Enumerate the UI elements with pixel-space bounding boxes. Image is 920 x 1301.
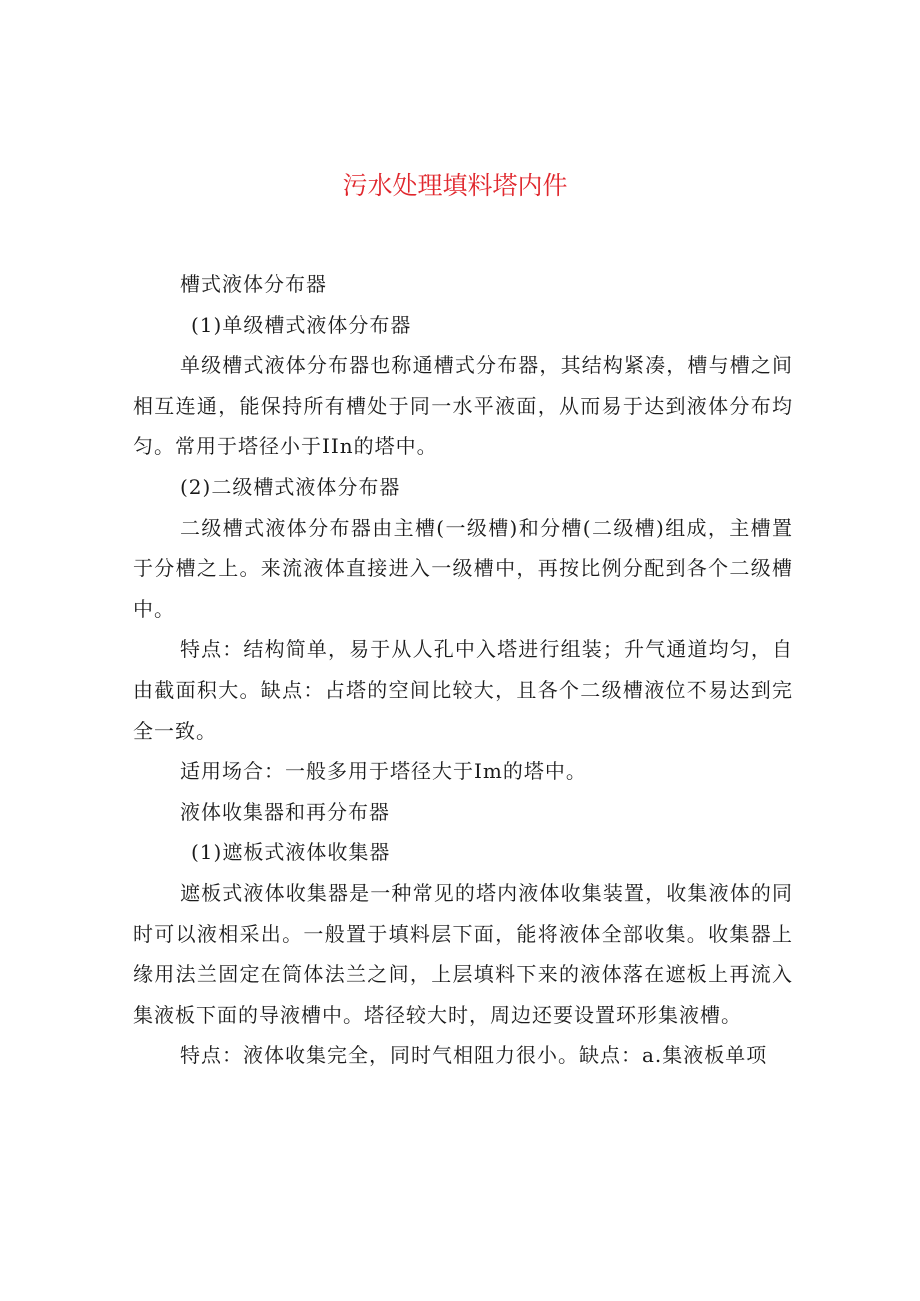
paragraph-subheading-single-stage: (1)单级槽式液体分布器 xyxy=(191,312,412,337)
paragraph-heading-collector: 液体收集器和再分布器 xyxy=(180,799,390,824)
paragraph-subheading-two-stage: (2)二级槽式液体分布器 xyxy=(180,474,401,499)
paragraph-single-stage-description: 单级槽式液体分布器也称通槽式分布器，其结构紧凑，槽与槽之间相互连通，能保持所有槽处于同一水平液面，从而易于达到液体分布均匀。常用于塔径小于IIn的塔中。 xyxy=(133,353,793,459)
paragraph-shield-collector-description: 遮板式液体收集器是一种常见的塔内液体收集装置，收集液体的同时可以液相采出。一般置于填料层下面，能将液体全部收集。收集器上缘用法兰固定在筒体法兰之间，上层填料下来的液体落在遮板上再流入集液板下面的导液槽中。塔径较大时，周边还要设置环形集液槽。 xyxy=(133,880,793,1027)
paragraph-features: 特点：结构简单，易于从人孔中入塔进行组装；升气通道均匀，自由截面积大。缺点：占塔的空间比较大，且各个二级槽液位不易达到完全一致。 xyxy=(133,637,793,743)
paragraph-two-stage-description: 二级槽式液体分布器由主槽(一级槽)和分槽(二级槽)组成，主槽置于分槽之上。来流液体直接进入一级槽中，再按比例分配到各个二级槽中。 xyxy=(133,515,793,621)
document-title: 污水处理填料塔内件 xyxy=(342,171,568,200)
paragraph-applications: 适用场合：一般多用于塔径大于Im的塔中。 xyxy=(180,759,587,784)
paragraph-subheading-shield-collector: (1)遮板式液体收集器 xyxy=(191,840,391,865)
paragraph-collector-features: 特点：液体收集完全，同时气相阻力很小。缺点：a.集液板单项 xyxy=(180,1043,768,1068)
document-body xyxy=(133,264,793,1076)
paragraph-heading-trough-distributor: 槽式液体分布器 xyxy=(180,272,327,296)
